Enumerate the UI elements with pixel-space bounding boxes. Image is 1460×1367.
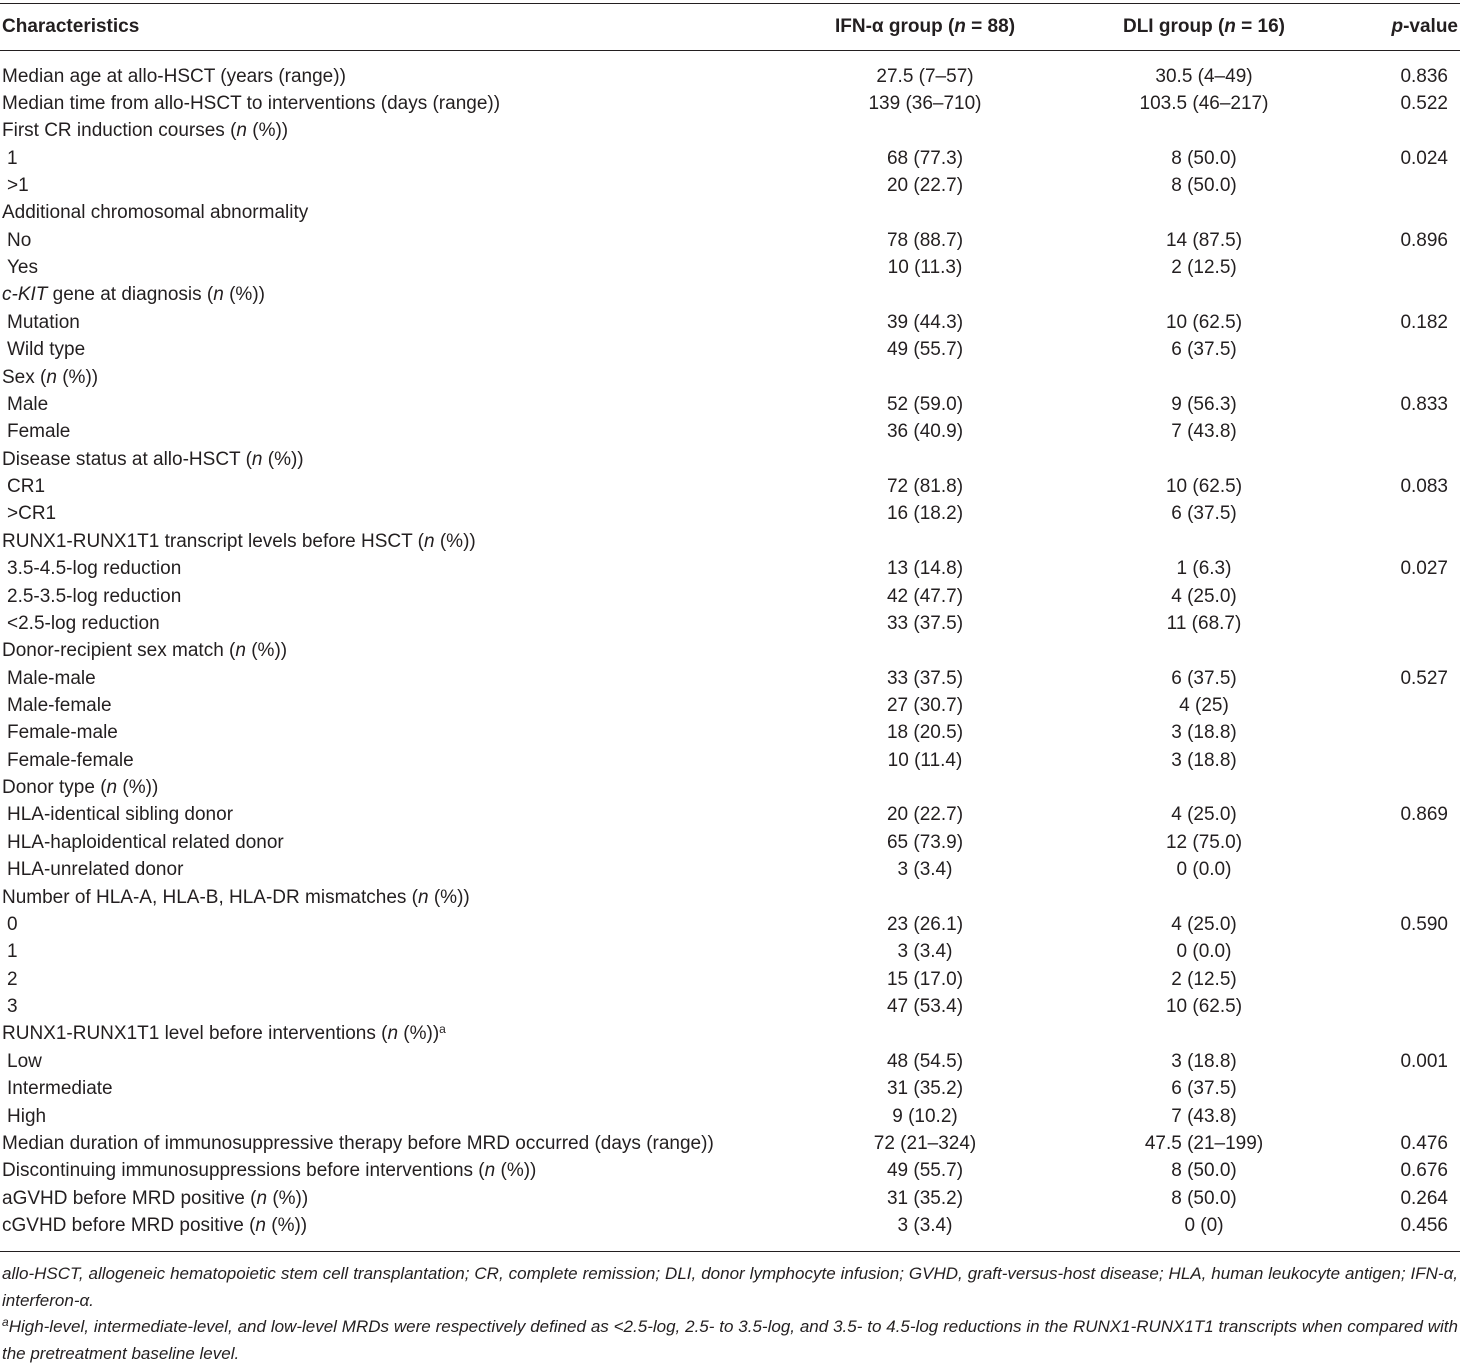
row-label: Additional chromosomal abnormality (2, 202, 309, 224)
row-label: CR1 (7, 476, 46, 498)
row-dli-value: 6 (37.5) (1171, 667, 1237, 689)
row-ifn-value: 49 (55.7) (886, 339, 964, 361)
table-row (0, 63, 1460, 90)
row-ifn-value: 42 (47.7) (886, 585, 964, 607)
row-ifn-value: 10 (11.4) (887, 749, 963, 771)
header-characteristics: Characteristics (2, 16, 140, 37)
row-ifn-value: 33 (37.5) (886, 667, 964, 689)
table-row (0, 555, 1460, 582)
row-label: >1 (7, 174, 29, 196)
row-p-value: 0.264 (1400, 1187, 1448, 1209)
row-ifn-value: 39 (44.3) (886, 311, 964, 333)
header-p-value: p-value (1391, 16, 1458, 37)
table-row (0, 473, 1460, 500)
table-row (0, 1130, 1460, 1157)
row-label: Female (7, 421, 71, 443)
row-label: cGVHD before MRD positive (n (%)) (2, 1215, 308, 1237)
row-ifn-value: 31 (35.2) (886, 1078, 964, 1100)
row-dli-value: 7 (43.8) (1171, 1105, 1237, 1127)
row-label: Male (7, 393, 49, 415)
row-ifn-value: 3 (3.4) (897, 941, 953, 963)
row-ifn-value: 27 (30.7) (886, 695, 964, 716)
row-dli-value: 47.5 (21–199) (1144, 1132, 1264, 1154)
row-ifn-value: 33 (37.5) (886, 612, 964, 634)
table-row (0, 884, 1460, 911)
row-p-value: 0.896 (1400, 229, 1448, 251)
row-dli-value: 103.5 (46–217) (1139, 92, 1269, 114)
row-dli-value: 10 (62.5) (1165, 476, 1243, 498)
row-p-value: 0.676 (1400, 1160, 1448, 1182)
row-label: 0 (7, 913, 18, 935)
row-ifn-value: 139 (36–710) (868, 92, 982, 114)
row-p-value: 0.182 (1400, 311, 1448, 333)
row-label: 2 (7, 968, 18, 990)
row-dli-value: 14 (87.5) (1165, 229, 1243, 251)
table-row (0, 966, 1460, 993)
row-dli-value: 3 (18.8) (1171, 749, 1237, 771)
row-dli-value: 12 (75.0) (1165, 831, 1243, 853)
header-ifn-group: IFN-α group (n = 88) (834, 16, 1016, 37)
row-label: Donor-recipient sex match (n (%)) (2, 640, 288, 662)
row-dli-value: 9 (56.3) (1171, 393, 1237, 415)
row-label: Low (7, 1050, 42, 1072)
row-label: 1 (7, 147, 18, 169)
table-row (0, 172, 1460, 199)
row-label: Yes (7, 257, 38, 279)
row-dli-value: 3 (18.8) (1171, 1050, 1237, 1072)
row-p-value: 0.869 (1400, 804, 1448, 826)
table-top-rule (0, 3, 1460, 4)
row-label: Median age at allo-HSCT (years (range)) (2, 65, 346, 87)
table-row (0, 199, 1460, 226)
row-label: HLA-identical sibling donor (7, 804, 234, 826)
row-label: aGVHD before MRD positive (n (%)) (2, 1187, 309, 1209)
row-ifn-value: 49 (55.7) (886, 1160, 964, 1182)
row-label: First CR induction courses (n (%)) (2, 120, 289, 142)
row-p-value: 0.476 (1400, 1132, 1448, 1154)
row-ifn-value: 10 (11.3) (887, 257, 963, 279)
row-label: High (7, 1105, 47, 1127)
table-row (0, 1103, 1460, 1130)
row-label: RUNX1-RUNX1T1 level before interventions (n (%))$^a$ (2, 1022, 446, 1045)
row-dli-value: 0 (0.0) (1176, 941, 1232, 963)
row-dli-value: 0 (0) (1184, 1215, 1224, 1237)
row-label: 1 (7, 941, 18, 963)
row-p-value: 0.456 (1400, 1215, 1448, 1237)
row-dli-value: 0 (0.0) (1176, 859, 1232, 881)
table-row (0, 665, 1460, 692)
row-label: 3.5-4.5-log reduction (7, 558, 182, 580)
table-row (0, 145, 1460, 172)
row-p-value: 0.522 (1400, 92, 1448, 114)
table-row (0, 1185, 1460, 1212)
row-dli-value: 6 (37.5) (1171, 339, 1237, 361)
row-dli-value: 3 (18.8) (1171, 722, 1237, 744)
row-p-value: 0.590 (1400, 913, 1448, 935)
row-label: Disease status at allo-HSCT (n (%)) (2, 448, 304, 470)
table-bottom-rule (0, 1251, 1460, 1252)
row-ifn-value: 15 (17.0) (886, 968, 964, 990)
row-ifn-value: 16 (18.2) (886, 503, 964, 525)
row-label: Female-male (7, 722, 118, 744)
row-ifn-value: 72 (21–324) (873, 1132, 977, 1154)
row-ifn-value: 31 (35.2) (886, 1187, 964, 1209)
row-ifn-value: 3 (3.4) (897, 1215, 953, 1237)
table-row (0, 583, 1460, 610)
row-dli-value: 4 (25.0) (1171, 804, 1237, 826)
row-label: No (7, 229, 32, 251)
table-row (0, 637, 1460, 664)
footnote-a: $^a$High-level, intermediate-level, and low-level MRDs were respectively defined as <2.5-log, 2.5- to 3.5-log, and 3.5- to 4.5-log reductions in the RUNX1-RUNX1T1 transcripts when compared with the pretreatment baseline level. (2, 1315, 1458, 1363)
row-label: Intermediate (7, 1078, 113, 1100)
row-dli-value: 7 (43.8) (1171, 421, 1237, 443)
row-label: Discontinuing immunosuppressions before interventions (n (%)) (2, 1160, 537, 1182)
row-label: Wild type (7, 339, 86, 361)
row-ifn-value: 72 (81.8) (886, 476, 964, 498)
row-dli-value: 8 (50.0) (1171, 1160, 1237, 1182)
table-row (0, 254, 1460, 281)
row-ifn-value: 9 (10.2) (892, 1105, 958, 1127)
table-row (0, 90, 1460, 117)
table-row (0, 528, 1460, 555)
row-label: Median time from allo-HSCT to interventions (days (range)) (2, 92, 501, 114)
table-row (0, 1020, 1460, 1047)
row-ifn-value: 78 (88.7) (886, 229, 964, 251)
table-row (0, 336, 1460, 363)
row-label: <2.5-log reduction (7, 612, 160, 634)
row-p-value: 0.024 (1400, 147, 1448, 169)
row-label: c-KIT gene at diagnosis (n (%)) (2, 284, 265, 306)
table-row (0, 774, 1460, 801)
row-dli-value: 4 (25.0) (1171, 585, 1237, 607)
row-label: 3 (7, 996, 18, 1018)
table-header-row (0, 12, 1460, 42)
row-ifn-value: 48 (54.5) (886, 1050, 964, 1072)
row-label: 2.5-3.5-log reduction (7, 585, 182, 607)
table-row (0, 500, 1460, 527)
table-row (0, 1048, 1460, 1075)
table-row (0, 719, 1460, 746)
table-row (0, 801, 1460, 828)
row-label: Male-male (7, 667, 96, 689)
row-dli-value: 2 (12.5) (1171, 257, 1237, 279)
table-row (0, 309, 1460, 336)
row-dli-value: 8 (50.0) (1171, 174, 1237, 196)
row-label: Sex (n (%)) (2, 366, 99, 388)
header-dli-group: DLI group (n = 16) (1122, 16, 1286, 37)
row-ifn-value: 3 (3.4) (897, 859, 953, 881)
table-row (0, 938, 1460, 965)
row-ifn-value: 13 (14.8) (886, 558, 964, 580)
table-row (0, 227, 1460, 254)
row-ifn-value: 20 (22.7) (886, 174, 964, 196)
table-row (0, 856, 1460, 883)
table-row (0, 281, 1460, 308)
row-dli-value: 8 (50.0) (1171, 1187, 1237, 1209)
row-p-value: 0.083 (1400, 476, 1448, 498)
row-label: HLA-unrelated donor (7, 859, 184, 881)
row-dli-value: 6 (37.5) (1171, 503, 1237, 525)
table-row (0, 993, 1460, 1020)
table-row (0, 364, 1460, 391)
row-label: Mutation (7, 311, 80, 333)
row-dli-value: 2 (12.5) (1171, 968, 1237, 990)
row-label: Median duration of immunosuppressive therapy before MRD occurred (days (range)) (2, 1132, 714, 1154)
row-ifn-value: 47 (53.4) (886, 996, 964, 1018)
row-ifn-value: 36 (40.9) (886, 421, 964, 443)
row-label: >CR1 (7, 503, 57, 525)
table-header-rule (0, 50, 1460, 51)
row-ifn-value: 18 (20.5) (886, 722, 964, 744)
table-row (0, 117, 1460, 144)
table-row (0, 446, 1460, 473)
row-ifn-value: 52 (59.0) (886, 393, 964, 415)
row-dli-value: 4 (25.0) (1171, 913, 1237, 935)
row-ifn-value: 68 (77.3) (886, 147, 964, 169)
row-p-value: 0.833 (1400, 393, 1448, 415)
row-dli-value: 10 (62.5) (1165, 311, 1243, 333)
table-row (0, 911, 1460, 938)
row-label: HLA-haploidentical related donor (7, 831, 284, 853)
row-ifn-value: 65 (73.9) (886, 831, 964, 853)
table-row (0, 391, 1460, 418)
row-dli-value: 11 (68.7) (1166, 612, 1242, 634)
row-ifn-value: 23 (26.1) (886, 913, 964, 935)
row-label: Number of HLA-A, HLA-B, HLA-DR mismatches (n (%)) (2, 886, 470, 908)
row-dli-value: 8 (50.0) (1171, 147, 1237, 169)
row-dli-value: 10 (62.5) (1165, 996, 1243, 1018)
row-label: Male-female (7, 695, 112, 716)
footnote-abbreviations: allo-HSCT, allogeneic hematopoietic stem cell transplantation; CR, complete remission; DLI, donor lymphocyte infusion; GVHD, graft-versus-host disease; HLA, human leukocyte antigen; IFN-α, interferon-α. (2, 1264, 1458, 1310)
row-ifn-value: 20 (22.7) (886, 804, 964, 826)
row-dli-value: 30.5 (4–49) (1155, 65, 1253, 87)
row-p-value: 0.836 (1400, 65, 1448, 87)
table-row (0, 1212, 1460, 1239)
row-label: Donor type (n (%)) (2, 777, 159, 799)
row-dli-value: 6 (37.5) (1171, 1078, 1237, 1100)
table-row (0, 747, 1460, 774)
row-dli-value: 4 (25) (1179, 695, 1229, 716)
row-label: Female-female (7, 749, 134, 771)
row-dli-value: 1 (6.3) (1176, 558, 1232, 580)
row-p-value: 0.527 (1400, 667, 1448, 689)
table-row (0, 829, 1460, 856)
row-p-value: 0.001 (1400, 1050, 1448, 1072)
row-label: RUNX1-RUNX1T1 transcript levels before HSCT (n (%)) (2, 530, 476, 552)
table-row (0, 610, 1460, 637)
table-row (0, 1075, 1460, 1102)
table-row (0, 1157, 1460, 1184)
table-row (0, 692, 1460, 719)
row-p-value: 0.027 (1400, 558, 1448, 580)
row-ifn-value: 27.5 (7–57) (876, 65, 974, 87)
table-row (0, 418, 1460, 445)
